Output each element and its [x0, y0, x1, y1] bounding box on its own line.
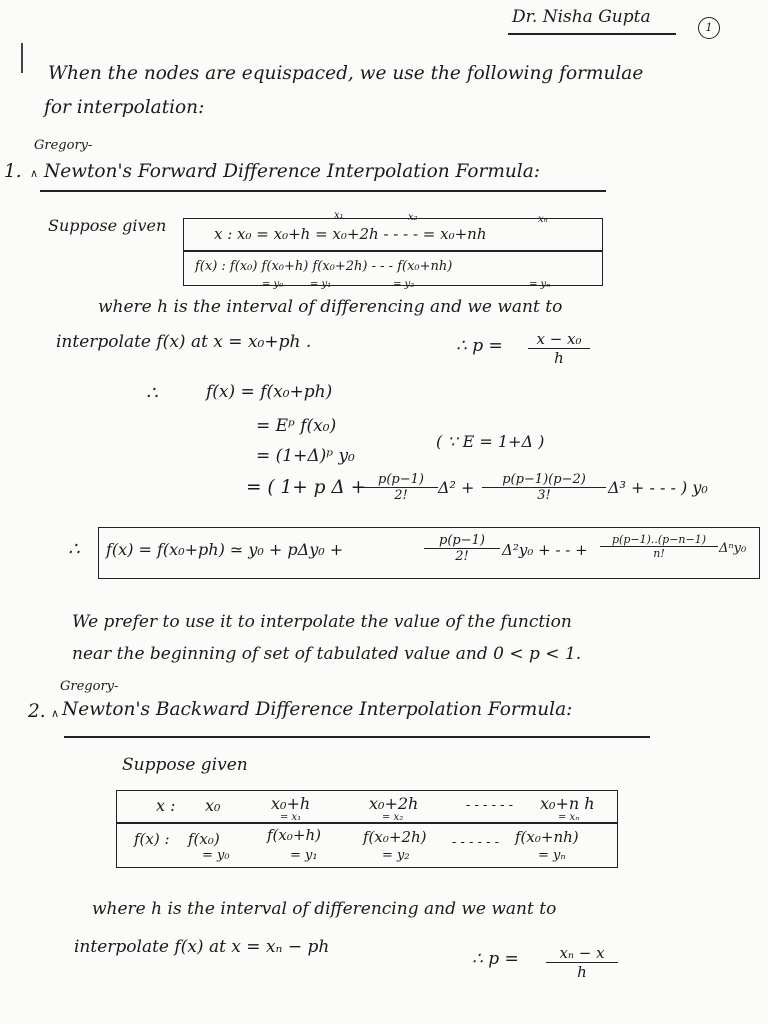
s1-deriv-frac-2-den: 3! [537, 488, 551, 503]
author-underline [508, 33, 676, 35]
s1-label-y0: = y₀ [262, 279, 284, 290]
s1-label-x2: x₂ [408, 212, 418, 223]
section2-number: 2. [28, 701, 46, 722]
s2-row2-cn: f(x₀+nh) [515, 828, 579, 846]
s1-usage-line-1: We prefer to use it to interpolate the value of the function [72, 612, 572, 632]
s1-boxed-frac-2-den: n! [653, 547, 665, 560]
s2-row1-c2: x₀+2h [369, 794, 419, 813]
s1-table-row-fx: f(x) : f(x₀) f(x₀+h) f(x₀+2h) - - - f(x₀+nh) [195, 259, 453, 274]
s1-label-yn: = yₙ [529, 279, 551, 290]
s1-p-denominator: h [554, 349, 564, 367]
section2-title: Newton's Backward Difference Interpolation Formula: [62, 699, 573, 720]
s1-deriv-frac-1 [364, 472, 438, 503]
s2-row1-dots: - - - - - - [466, 798, 514, 813]
s1-table-row-x: x : x₀ = x₀+h = x₀+2h - - - - = x₀+nh [214, 225, 487, 243]
s2-p-fraction [546, 944, 618, 981]
s2-row2-label: f(x) : [134, 830, 170, 848]
s1-deriv-frac-2-num: p(p−1)(p−2) [482, 472, 606, 488]
s1-p-numerator: x − x₀ [528, 330, 590, 349]
section1-title: Newton's Forward Difference Interpolation Formula: [44, 161, 540, 182]
s2-row2-sub-cn: = yₙ [538, 848, 566, 863]
s1-deriv-step-3: = (1+Δ)ᵖ y₀ [256, 446, 355, 466]
s1-boxed-frac-1 [424, 533, 500, 564]
s1-label-x1: x₁ [334, 210, 344, 221]
section1-suppose: Suppose given [48, 216, 167, 235]
s1-deriv-step-1: f(x) = f(x₀+ph) [206, 382, 333, 402]
section1-number: 1. [4, 161, 22, 182]
section2-prefix-note: Gregory- [60, 679, 119, 694]
s1-deriv-therefore: ∴ [146, 383, 158, 404]
s1-boxed-therefore: ∴ [68, 539, 80, 560]
s1-boxed-part-c: Δⁿy₀ [719, 541, 747, 556]
s2-row2-dots: - - - - - - [452, 835, 500, 850]
s1-deriv-frac-1-num: p(p−1) [364, 472, 438, 488]
section2-title-underline [64, 736, 650, 738]
s1-boxed-frac-2-num: p(p−1)..(p−n−1) [600, 533, 718, 547]
s1-label-xn: xₙ [538, 214, 548, 225]
s1-boxed-frac-1-den: 2! [455, 549, 469, 564]
s2-p-numerator: xₙ − x [546, 944, 618, 963]
s1-deriv-step-4c: Δ³ + - - - ) y₀ [608, 478, 708, 497]
section2-table-divider [116, 822, 618, 824]
s1-where-line-1: where h is the interval of differencing and we want to [98, 297, 563, 317]
s2-row2-c2: f(x₀+2h) [363, 828, 427, 846]
s1-where-line-2: interpolate f(x) at x = x₀+ph . [56, 332, 312, 352]
s1-deriv-frac-1-den: 2! [394, 488, 408, 503]
s2-row1-sub-c1: = x₁ [280, 812, 302, 823]
s1-boxed-part-b: Δ²y₀ + - - + [502, 541, 588, 559]
s1-label-y1: = y₁ [310, 279, 332, 290]
s1-deriv-step-2: = Eᵖ f(x₀) [256, 416, 337, 436]
s2-row1-sub-cn: = xₙ [558, 812, 580, 823]
s2-therefore-p: ∴ p = [472, 949, 519, 969]
s1-therefore-p: ∴ p = [456, 336, 503, 356]
s1-boxed-frac-2 [600, 533, 718, 560]
s1-usage-line-2: near the beginning of set of tabulated value and 0 < p < 1. [72, 644, 582, 664]
intro-line-1: When the nodes are equispaced, we use the following formulae [48, 63, 644, 84]
s2-row2-c1: f(x₀+h) [267, 826, 321, 844]
s2-where-line-1: where h is the interval of differencing and we want to [92, 899, 557, 919]
s1-boxed-part-a: f(x) = f(x₀+ph) ≃ y₀ + pΔy₀ + [106, 540, 344, 559]
section2-caret: ∧ [51, 707, 60, 720]
s2-row1-cn: x₀+n h [540, 794, 595, 813]
s2-row1-label: x : [156, 796, 176, 815]
section1-table-divider [183, 250, 603, 252]
section1-caret: ∧ [30, 167, 39, 180]
page-number: 1 [698, 17, 720, 39]
s2-p-denominator: h [577, 963, 587, 981]
s2-row2-sub-c1: = y₁ [290, 848, 318, 863]
s2-row1-sub-c2: = x₂ [382, 812, 404, 823]
s2-row2-c0: f(x₀) [188, 830, 220, 848]
s1-deriv-step-4b: Δ² + [438, 478, 475, 497]
s1-boxed-frac-1-num: p(p−1) [424, 533, 500, 549]
s1-deriv-step-3-note: ( ∵ E = 1+Δ ) [436, 432, 545, 451]
s1-deriv-frac-2 [482, 472, 606, 503]
s2-where-line-2: interpolate f(x) at x = xₙ − ph [74, 937, 330, 957]
s1-label-y2: = y₂ [393, 279, 415, 290]
author-name: Dr. Nisha Gupta [512, 7, 651, 27]
section1-prefix-note: Gregory- [34, 138, 93, 153]
s1-p-fraction [528, 330, 590, 367]
section2-suppose: Suppose given [122, 755, 248, 775]
s2-row2-sub-c2: = y₂ [382, 848, 410, 863]
intro-line-2: for interpolation: [44, 97, 205, 118]
section1-title-underline [40, 190, 606, 192]
s2-row1-c0: x₀ [205, 796, 221, 815]
s1-deriv-step-4a: = ( 1+ p Δ + [246, 477, 367, 498]
s2-row1-c1: x₀+h [271, 794, 311, 813]
margin-mark [21, 43, 23, 73]
s2-row2-sub-c0: = y₀ [202, 848, 230, 863]
